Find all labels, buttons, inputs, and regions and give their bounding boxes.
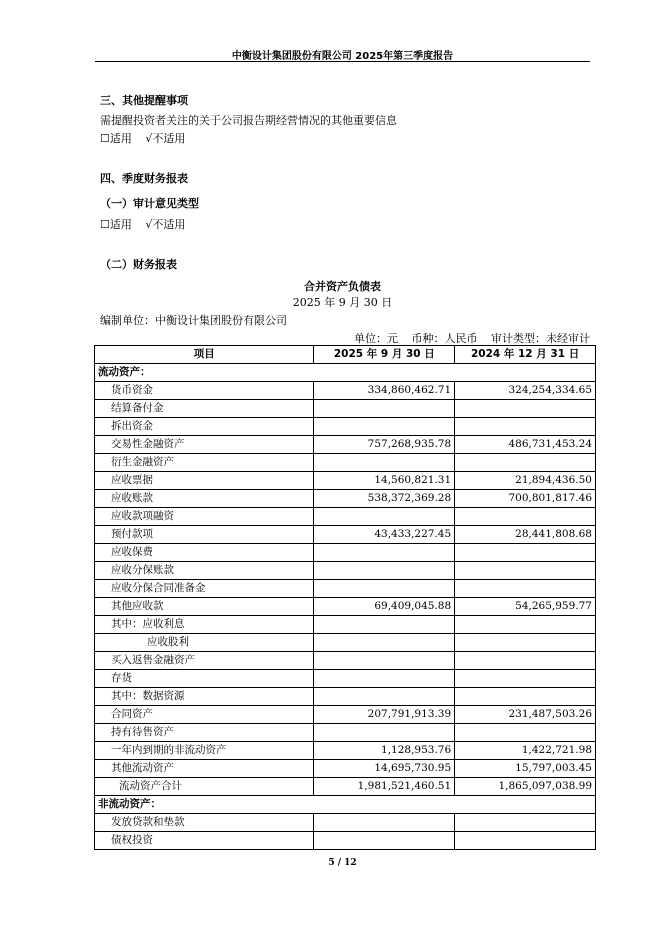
value-current: 14,560,821.31	[314, 472, 455, 490]
preparer: 编制单位：中衡设计集团股份有限公司	[100, 314, 287, 327]
table-row	[95, 796, 596, 814]
value-prior	[455, 562, 596, 580]
value-current: 43,433,227.45	[314, 526, 455, 544]
table-row	[95, 508, 596, 526]
section-3-options	[100, 130, 195, 146]
table-row	[95, 598, 596, 616]
row-label: 应收分保合同准备金	[95, 580, 314, 598]
value-current	[314, 814, 455, 832]
table-row	[95, 616, 596, 634]
value-prior: 1,422,721.98	[455, 742, 596, 760]
table-row	[95, 742, 596, 760]
table-row	[95, 418, 596, 436]
value-current: 538,372,369.28	[314, 490, 455, 508]
value-prior	[455, 454, 596, 472]
header-rule	[95, 61, 590, 62]
table-row	[95, 490, 596, 508]
value-current: 1,981,521,460.51	[314, 778, 455, 796]
table-row	[95, 706, 596, 724]
row-label: 其中：应收利息	[95, 616, 314, 634]
table-row	[95, 382, 596, 400]
row-label: 交易性金融资产	[95, 436, 314, 454]
value-current	[314, 400, 455, 418]
value-current	[314, 832, 455, 850]
value-prior	[455, 544, 596, 562]
row-label: 买入返售金融资产	[95, 652, 314, 670]
row-label: 合同资产	[95, 706, 314, 724]
value-prior	[455, 832, 596, 850]
value-prior	[455, 508, 596, 526]
table-row	[95, 634, 596, 652]
value-prior: 28,441,808.68	[455, 526, 596, 544]
value-current	[314, 652, 455, 670]
table-row	[95, 436, 596, 454]
value-current	[314, 634, 455, 652]
unit-line	[344, 330, 590, 346]
row-label: 其他应收款	[95, 598, 314, 616]
row-label: 结算备付金	[95, 400, 314, 418]
row-label: 其他流动资产	[95, 760, 314, 778]
category-label: 流动资产：	[95, 364, 596, 382]
row-label: 应收款项融资	[95, 508, 314, 526]
table-row	[95, 652, 596, 670]
value-prior	[455, 580, 596, 598]
table-row	[95, 778, 596, 796]
value-prior	[455, 634, 596, 652]
header-current: 2025 年 9 月 30 日	[314, 346, 455, 364]
row-label: 一年内到期的非流动资产	[95, 742, 314, 760]
value-prior	[455, 400, 596, 418]
value-current	[314, 670, 455, 688]
header-item: 项目	[95, 346, 314, 364]
value-prior: 15,797,003.45	[455, 760, 596, 778]
table-row	[95, 832, 596, 850]
currency: 币种：人民币	[411, 332, 478, 345]
value-current	[314, 580, 455, 598]
page-header: 中衡设计集团股份有限公司 2025年第三季度报告	[231, 51, 454, 62]
option-applicable: ☐适用	[100, 132, 132, 145]
subsection-statements-title: （二）财务报表	[100, 258, 177, 271]
table-row	[95, 760, 596, 778]
value-prior: 486,731,453.24	[455, 436, 596, 454]
audit-options	[100, 216, 195, 232]
value-prior	[455, 688, 596, 706]
row-label: 应收分保账款	[95, 562, 314, 580]
value-current	[314, 508, 455, 526]
table-row	[95, 454, 596, 472]
row-label: 应收账款	[95, 490, 314, 508]
row-label: 应收票据	[95, 472, 314, 490]
value-prior: 21,894,436.50	[455, 472, 596, 490]
value-prior: 231,487,503.26	[455, 706, 596, 724]
table-header-row	[95, 346, 596, 364]
row-label: 其中：数据资源	[95, 688, 314, 706]
table-row	[95, 670, 596, 688]
value-current	[314, 418, 455, 436]
audit-type: 审计类型：未经审计	[491, 332, 590, 345]
row-label: 存货	[95, 670, 314, 688]
value-current	[314, 724, 455, 742]
value-prior: 1,865,097,038.99	[455, 778, 596, 796]
table-row	[95, 814, 596, 832]
table-row	[95, 688, 596, 706]
category-label: 非流动资产：	[95, 796, 596, 814]
value-prior	[455, 814, 596, 832]
option-not-applicable: √不适用	[145, 132, 186, 145]
row-label: 发放贷款和垫款	[95, 814, 314, 832]
table-row	[95, 724, 596, 742]
section-3-title: 三、其他提醒事项	[100, 94, 188, 107]
unit: 单位：元	[354, 332, 398, 345]
row-label: 应收保费	[95, 544, 314, 562]
value-prior	[455, 652, 596, 670]
row-label: 拆出资金	[95, 418, 314, 436]
table-row	[95, 472, 596, 490]
table-row	[95, 400, 596, 418]
section-3-desc: 需提醒投资者关注的关于公司报告期经营情况的其他重要信息	[100, 114, 397, 127]
balance-sheet-table	[94, 345, 596, 850]
statement-title: 合并资产负债表	[304, 280, 381, 293]
value-prior	[455, 418, 596, 436]
table-row	[95, 562, 596, 580]
value-prior: 700,801,817.46	[455, 490, 596, 508]
page-number: 5 / 12	[328, 858, 357, 868]
value-current	[314, 544, 455, 562]
value-current: 69,409,045.88	[314, 598, 455, 616]
value-prior: 324,254,334.65	[455, 382, 596, 400]
value-current: 207,791,913.39	[314, 706, 455, 724]
header-prior: 2024 年 12 月 31 日	[455, 346, 596, 364]
row-label: 应收股利	[95, 634, 314, 652]
value-current	[314, 454, 455, 472]
table-row	[95, 526, 596, 544]
table-row	[95, 580, 596, 598]
value-prior	[455, 670, 596, 688]
option-not-applicable: √不适用	[145, 218, 186, 231]
statement-date: 2025 年 9 月 30 日	[292, 296, 393, 309]
value-prior	[455, 724, 596, 742]
section-4-title: 四、季度财务报表	[100, 172, 188, 185]
row-label: 流动资产合计	[95, 778, 314, 796]
value-current	[314, 616, 455, 634]
row-label: 货币资金	[95, 382, 314, 400]
value-prior: 54,265,959.77	[455, 598, 596, 616]
subsection-audit-title: （一）审计意见类型	[100, 197, 199, 210]
row-label: 预付款项	[95, 526, 314, 544]
table-row	[95, 364, 596, 382]
value-current: 14,695,730.95	[314, 760, 455, 778]
row-label: 债权投资	[95, 832, 314, 850]
value-current	[314, 688, 455, 706]
option-applicable: ☐适用	[100, 218, 132, 231]
value-prior	[455, 616, 596, 634]
value-current: 757,268,935.78	[314, 436, 455, 454]
row-label: 衍生金融资产	[95, 454, 314, 472]
value-current	[314, 562, 455, 580]
value-current: 1,128,953.76	[314, 742, 455, 760]
row-label: 持有待售资产	[95, 724, 314, 742]
value-current: 334,860,462.71	[314, 382, 455, 400]
table-row	[95, 544, 596, 562]
